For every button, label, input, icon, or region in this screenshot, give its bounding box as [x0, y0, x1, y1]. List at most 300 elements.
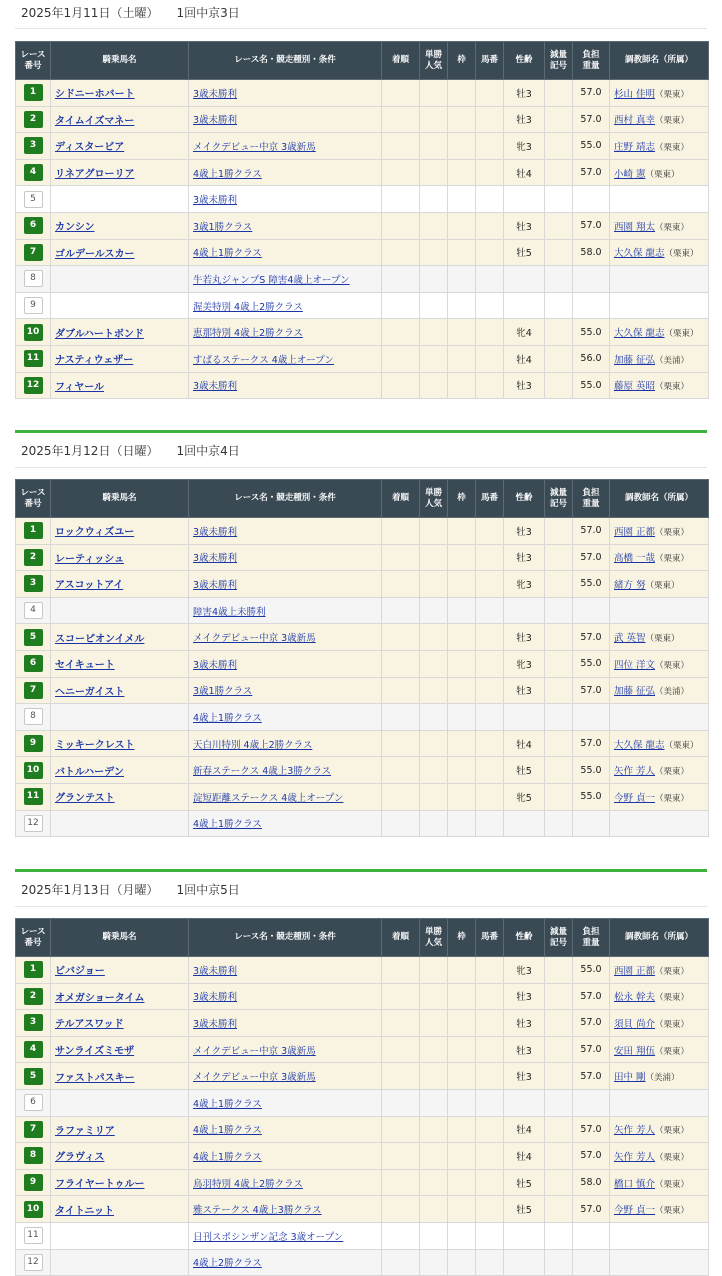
weight-cell: 58.0: [573, 1169, 610, 1196]
trainer-name-link[interactable]: 大久保 龍志: [614, 328, 665, 340]
horse-number-cell: [476, 292, 504, 319]
trainer-name-link[interactable]: 大久保 龍志: [614, 248, 665, 260]
race-row: [16, 757, 709, 784]
race-row: [16, 1143, 709, 1170]
trainer-cell: [610, 810, 709, 837]
race-name-cell: [189, 159, 382, 186]
race-number-badge: 9: [24, 1174, 43, 1191]
race-name-link[interactable]: 日刊スポシンザン記念 3歳オープン: [193, 1231, 344, 1243]
odds-rank-cell: [420, 1169, 448, 1196]
horse-number-cell: [476, 571, 504, 598]
sex-age-cell: [504, 1249, 545, 1276]
race-name-link[interactable]: 天白川特別 4歳上2勝クラス: [193, 739, 313, 751]
horse-name-link[interactable]: リネアグローリア: [55, 169, 135, 181]
odds-rank-cell: [420, 159, 448, 186]
race-name-link[interactable]: メイクデビュー中京 3歳新馬: [193, 1045, 316, 1057]
gate-cell: [448, 133, 476, 160]
weight-cell: [573, 597, 610, 624]
odds-rank-cell: [420, 518, 448, 545]
gate-cell: [448, 1063, 476, 1090]
trainer-affiliation: （栗東）: [645, 169, 680, 180]
race-name-link[interactable]: 3歳未勝利: [193, 1018, 238, 1030]
race-name-link[interactable]: 4歳上1勝クラス: [193, 168, 262, 180]
race-name-link[interactable]: 3歳1勝クラス: [193, 686, 253, 698]
horse-name-cell: [51, 650, 189, 677]
horse-name-cell: [51, 372, 189, 399]
trainer-name-link[interactable]: 安田 翔伍: [614, 1045, 656, 1057]
horse-name-cell: [51, 1222, 189, 1249]
weight-reduction-cell: [545, 1169, 573, 1196]
gate-cell: [448, 730, 476, 757]
sex-age-cell: [504, 266, 545, 293]
horse-name-link[interactable]: フィヤール: [55, 381, 104, 393]
weight-cell: 57.0: [573, 212, 610, 239]
day-meeting: 1回中京3日: [176, 6, 240, 20]
horse-name-link[interactable]: ファストパスキー: [55, 1072, 135, 1084]
sex-age-cell: 牡3: [504, 1036, 545, 1063]
race-name-cell: [189, 266, 382, 293]
race-table: [15, 918, 709, 1276]
weight-reduction-cell: [545, 133, 573, 160]
race-name-link[interactable]: 3歳未勝利: [193, 115, 238, 127]
finish-cell: [382, 1116, 420, 1143]
column-header: 騎乗馬名: [51, 42, 189, 80]
race-number-cell: [16, 544, 51, 571]
weight-cell: 57.0: [573, 730, 610, 757]
column-header: 馬番: [476, 42, 504, 80]
trainer-name-link[interactable]: 今野 貞一: [614, 792, 656, 804]
odds-rank-cell: [420, 212, 448, 239]
trainer-cell: [610, 597, 709, 624]
race-number-badge: 11: [24, 350, 43, 367]
trainer-cell: [610, 783, 709, 810]
gate-cell: [448, 372, 476, 399]
trainer-cell: [610, 292, 709, 319]
weight-reduction-cell: [545, 372, 573, 399]
finish-cell: [382, 266, 420, 293]
race-name-link[interactable]: 4歳上1勝クラス: [193, 248, 262, 260]
weight-reduction-cell: [545, 159, 573, 186]
race-name-link[interactable]: 3歳未勝利: [193, 195, 238, 207]
weight-cell: 55.0: [573, 650, 610, 677]
finish-cell: [382, 239, 420, 266]
race-name-cell: [189, 730, 382, 757]
trainer-name-link[interactable]: 武 英智: [614, 633, 646, 645]
race-number-badge: 10: [24, 324, 43, 341]
trainer-name-link[interactable]: 須貝 尚介: [614, 1018, 656, 1030]
race-row: [16, 1249, 709, 1276]
horse-number-cell: [476, 1010, 504, 1037]
horse-name-link[interactable]: ビバジョー: [55, 966, 105, 978]
race-name-link[interactable]: 渥美特別 4歳上2勝クラス: [193, 301, 303, 313]
column-header: 負担 重量: [573, 42, 610, 80]
trainer-name-link[interactable]: 矢作 芳人: [614, 766, 656, 778]
finish-cell: [382, 1169, 420, 1196]
trainer-affiliation: （美浦）: [655, 355, 690, 366]
gate-cell: [448, 1249, 476, 1276]
race-number-badge: 5: [24, 1068, 43, 1085]
finish-cell: [382, 544, 420, 571]
trainer-name-link[interactable]: 藤原 英昭: [614, 381, 656, 393]
odds-rank-cell: [420, 319, 448, 346]
horse-name-link[interactable]: フライヤートゥルー: [55, 1179, 145, 1191]
race-name-link[interactable]: 雅ステークス 4歳上3勝クラス: [193, 1205, 322, 1217]
trainer-affiliation: （栗東）: [655, 1152, 690, 1163]
horse-name-cell: [51, 810, 189, 837]
trainer-affiliation: （栗東）: [655, 527, 690, 538]
day-divider: [15, 869, 707, 872]
race-name-link[interactable]: 障害4歳上未勝利: [193, 606, 266, 618]
trainer-name-link[interactable]: 加藤 征弘: [614, 686, 656, 698]
finish-cell: [382, 518, 420, 545]
race-name-link[interactable]: 3歳未勝利: [193, 992, 238, 1004]
horse-number-cell: [476, 239, 504, 266]
trainer-affiliation: （美浦）: [655, 687, 690, 698]
odds-rank-cell: [420, 757, 448, 784]
race-name-cell: [189, 624, 382, 651]
race-name-link[interactable]: 3歳未勝利: [193, 659, 238, 671]
finish-cell: [382, 1063, 420, 1090]
column-header: 調教師名（所属）: [610, 42, 709, 80]
day-date: 2025年1月13日（月曜）: [21, 883, 159, 897]
horse-name-link[interactable]: ダブルハートボンド: [55, 328, 144, 340]
gate-cell: [448, 106, 476, 133]
trainer-name-link[interactable]: 高橋 一哉: [614, 553, 656, 565]
race-number-cell: [16, 345, 51, 372]
horse-name-cell: [51, 1089, 189, 1116]
trainer-name-link[interactable]: 松永 幹夫: [614, 992, 656, 1004]
finish-cell: [382, 372, 420, 399]
horse-name-link[interactable]: タイムイズマネー: [55, 115, 135, 127]
finish-cell: [382, 730, 420, 757]
horse-name-link[interactable]: スコーピオンイメル: [55, 633, 145, 645]
column-header: レース名・競走種別・条件: [189, 480, 382, 518]
race-table: [15, 479, 709, 837]
race-name-link[interactable]: 3歳未勝利: [193, 88, 238, 100]
race-number-cell: [16, 1063, 51, 1090]
gate-cell: [448, 704, 476, 731]
horse-number-cell: [476, 186, 504, 213]
race-name-cell: [189, 80, 382, 107]
race-name-link[interactable]: 4歳上1勝クラス: [193, 819, 262, 831]
trainer-name-link[interactable]: 庄野 靖志: [614, 141, 656, 153]
column-header: レース 番号: [16, 480, 51, 518]
trainer-cell: [610, 1169, 709, 1196]
horse-name-cell: [51, 757, 189, 784]
horse-name-link[interactable]: ナスティウェザー: [55, 355, 134, 367]
column-header: 枠: [448, 919, 476, 957]
odds-rank-cell: [420, 810, 448, 837]
trainer-affiliation: （栗東）: [655, 1206, 690, 1217]
weight-reduction-cell: [545, 783, 573, 810]
gate-cell: [448, 810, 476, 837]
horse-number-cell: [476, 518, 504, 545]
horse-name-link[interactable]: ヘニーガイスト: [55, 686, 125, 698]
race-number-badge: 3: [24, 575, 43, 592]
horse-number-cell: [476, 544, 504, 571]
odds-rank-cell: [420, 1196, 448, 1223]
race-name-link[interactable]: 3歳1勝クラス: [193, 221, 253, 233]
horse-name-link[interactable]: タイトニット: [55, 1205, 114, 1217]
trainer-cell: [610, 80, 709, 107]
horse-name-link[interactable]: アスコットアイ: [55, 580, 124, 592]
column-header: 性齢: [504, 919, 545, 957]
weight-reduction-cell: [545, 571, 573, 598]
race-name-link[interactable]: 4歳上1勝クラス: [193, 1125, 262, 1137]
horse-name-link[interactable]: レーティッシュ: [55, 553, 124, 565]
race-number-cell: [16, 571, 51, 598]
horse-name-link[interactable]: ラファミリア: [55, 1125, 115, 1137]
sex-age-cell: 牡3: [504, 372, 545, 399]
trainer-affiliation: （栗東）: [655, 554, 690, 565]
weight-cell: 55.0: [573, 133, 610, 160]
race-number-cell: [16, 704, 51, 731]
trainer-affiliation: （栗東）: [655, 1019, 690, 1030]
column-header: 負担 重量: [573, 480, 610, 518]
trainer-cell: [610, 319, 709, 346]
odds-rank-cell: [420, 186, 448, 213]
race-name-cell: [189, 571, 382, 598]
race-number-badge: 1: [24, 84, 43, 101]
horse-name-link[interactable]: ミッキークレスト: [55, 740, 135, 752]
trainer-cell: [610, 544, 709, 571]
gate-cell: [448, 677, 476, 704]
weight-cell: 55.0: [573, 319, 610, 346]
finish-cell: [382, 597, 420, 624]
weight-reduction-cell: [545, 650, 573, 677]
race-number-badge: 12: [24, 377, 43, 394]
gate-cell: [448, 1169, 476, 1196]
horse-name-cell: [51, 983, 189, 1010]
finish-cell: [382, 106, 420, 133]
race-row: [16, 1036, 709, 1063]
trainer-name-link[interactable]: 西村 真幸: [614, 115, 656, 127]
weight-reduction-cell: [545, 1116, 573, 1143]
trainer-name-link[interactable]: 西園 翔太: [614, 221, 656, 233]
race-name-link[interactable]: 3歳未勝利: [193, 381, 238, 393]
sex-age-cell: 牡3: [504, 624, 545, 651]
trainer-name-link[interactable]: 西園 正都: [614, 965, 656, 977]
race-row: [16, 730, 709, 757]
sex-age-cell: 牡3: [504, 677, 545, 704]
trainer-name-link[interactable]: 橋口 慎介: [614, 1178, 656, 1190]
race-name-cell: [189, 372, 382, 399]
trainer-name-link[interactable]: 矢作 芳人: [614, 1125, 656, 1137]
race-name-cell: [189, 544, 382, 571]
trainer-name-link[interactable]: 今野 貞一: [614, 1205, 656, 1217]
weight-cell: [573, 186, 610, 213]
odds-rank-cell: [420, 239, 448, 266]
race-name-cell: [189, 518, 382, 545]
weight-cell: 57.0: [573, 624, 610, 651]
trainer-name-link[interactable]: 矢作 芳人: [614, 1151, 656, 1163]
finish-cell: [382, 1196, 420, 1223]
gate-cell: [448, 1116, 476, 1143]
horse-name-link[interactable]: ゴルデールスカー: [55, 248, 135, 260]
weight-reduction-cell: [545, 266, 573, 293]
race-name-link[interactable]: メイクデビュー中京 3歳新馬: [193, 141, 316, 153]
trainer-cell: [610, 983, 709, 1010]
weight-cell: 57.0: [573, 80, 610, 107]
horse-name-link[interactable]: グランテスト: [55, 793, 115, 805]
horse-name-link[interactable]: グラヴィス: [55, 1152, 105, 1164]
sex-age-cell: 牝3: [504, 133, 545, 160]
trainer-affiliation: （栗東）: [655, 89, 690, 100]
day-heading: [21, 442, 240, 459]
odds-rank-cell: [420, 783, 448, 810]
race-number-cell: [16, 1116, 51, 1143]
gate-cell: [448, 1036, 476, 1063]
trainer-cell: [610, 571, 709, 598]
horse-number-cell: [476, 80, 504, 107]
race-number-badge: 1: [24, 961, 43, 978]
race-name-link[interactable]: 牛若丸ジャンプS 障害4歳上オープン: [193, 274, 350, 286]
horse-name-cell: [51, 730, 189, 757]
odds-rank-cell: [420, 983, 448, 1010]
horse-name-cell: [51, 571, 189, 598]
race-number-badge: 2: [24, 549, 43, 566]
horse-number-cell: [476, 106, 504, 133]
sex-age-cell: 牡5: [504, 757, 545, 784]
race-name-link[interactable]: 3歳未勝利: [193, 553, 238, 565]
weight-cell: 55.0: [573, 757, 610, 784]
weight-cell: 57.0: [573, 1010, 610, 1037]
race-number-cell: [16, 159, 51, 186]
race-number-cell: [16, 239, 51, 266]
trainer-cell: [610, 266, 709, 293]
horse-name-cell: [51, 783, 189, 810]
race-number-badge: 4: [24, 1041, 43, 1058]
race-name-link[interactable]: メイクデビュー中京 3歳新馬: [193, 633, 316, 645]
column-header: 調教師名（所属）: [610, 480, 709, 518]
race-name-cell: [189, 650, 382, 677]
weight-cell: 57.0: [573, 544, 610, 571]
column-header: 減量 記号: [545, 42, 573, 80]
day-divider: [15, 430, 707, 433]
horse-name-link[interactable]: テルアスワッド: [55, 1019, 124, 1031]
race-name-link[interactable]: 3歳未勝利: [193, 965, 238, 977]
race-row: [16, 783, 709, 810]
gate-cell: [448, 1010, 476, 1037]
race-row: [16, 1222, 709, 1249]
sex-age-cell: 牡5: [504, 239, 545, 266]
sex-age-cell: 牡4: [504, 159, 545, 186]
race-name-link[interactable]: メイクデビュー中京 3歳新馬: [193, 1072, 316, 1084]
race-number-cell: [16, 1089, 51, 1116]
trainer-affiliation: （栗東）: [655, 1179, 690, 1190]
weight-cell: [573, 1222, 610, 1249]
heading-underline: [15, 28, 707, 29]
race-number-cell: [16, 518, 51, 545]
trainer-name-link[interactable]: 田中 剛: [614, 1072, 646, 1084]
trainer-cell: [610, 1089, 709, 1116]
horse-name-link[interactable]: バトルハーデン: [55, 766, 124, 778]
trainer-name-link[interactable]: 小崎 憲: [614, 168, 646, 180]
horse-name-cell: [51, 159, 189, 186]
day-meeting: 1回中京5日: [176, 883, 240, 897]
horse-name-link[interactable]: セイキュート: [55, 660, 115, 672]
race-name-link[interactable]: 淀短距離ステークス 4歳上オープン: [193, 792, 344, 804]
race-name-cell: [189, 983, 382, 1010]
trainer-cell: [610, 133, 709, 160]
race-name-link[interactable]: 4歳上2勝クラス: [193, 1258, 262, 1270]
race-name-link[interactable]: 4歳上1勝クラス: [193, 1098, 262, 1110]
race-name-cell: [189, 292, 382, 319]
race-name-link[interactable]: 4歳上1勝クラス: [193, 712, 262, 724]
race-row: [16, 624, 709, 651]
trainer-name-link[interactable]: 緒方 努: [614, 579, 646, 591]
column-header: 減量 記号: [545, 919, 573, 957]
horse-name-link[interactable]: サンライズミモザ: [55, 1046, 135, 1058]
race-number-badge: 2: [24, 111, 43, 128]
column-header: 性齢: [504, 480, 545, 518]
race-number-cell: [16, 783, 51, 810]
race-number-cell: [16, 292, 51, 319]
race-name-link[interactable]: 3歳未勝利: [193, 579, 238, 591]
race-number-badge: 4: [24, 164, 43, 181]
race-name-link[interactable]: 4歳上1勝クラス: [193, 1151, 262, 1163]
horse-name-cell: [51, 1143, 189, 1170]
sex-age-cell: 牡3: [504, 80, 545, 107]
finish-cell: [382, 810, 420, 837]
race-row: [16, 319, 709, 346]
trainer-affiliation: （栗東）: [645, 634, 680, 645]
horse-number-cell: [476, 957, 504, 984]
race-name-link[interactable]: 3歳未勝利: [193, 526, 238, 538]
race-number-cell: [16, 1036, 51, 1063]
weight-cell: 57.0: [573, 1143, 610, 1170]
trainer-name-link[interactable]: 杉山 佳明: [614, 88, 656, 100]
trainer-name-link[interactable]: 西園 正都: [614, 526, 656, 538]
race-number-cell: [16, 266, 51, 293]
race-number-cell: [16, 133, 51, 160]
trainer-name-link[interactable]: 四位 洋文: [614, 659, 656, 671]
horse-name-cell: [51, 597, 189, 624]
race-name-cell: [189, 1169, 382, 1196]
finish-cell: [382, 704, 420, 731]
race-name-link[interactable]: すばるステークス 4歳上オープン: [193, 354, 334, 366]
weight-reduction-cell: [545, 544, 573, 571]
odds-rank-cell: [420, 957, 448, 984]
race-number-badge: 3: [24, 137, 43, 154]
horse-name-link[interactable]: シドニーホバート: [55, 89, 135, 101]
horse-name-cell: [51, 212, 189, 239]
column-header: 単勝 人気: [420, 480, 448, 518]
day-date: 2025年1月11日（土曜）: [21, 6, 159, 20]
sex-age-cell: [504, 597, 545, 624]
race-number-cell: [16, 957, 51, 984]
trainer-name-link[interactable]: 大久保 龍志: [614, 739, 665, 751]
horse-name-link[interactable]: オメガショータイム: [55, 992, 145, 1004]
race-number-cell: [16, 212, 51, 239]
odds-rank-cell: [420, 730, 448, 757]
odds-rank-cell: [420, 266, 448, 293]
race-name-link[interactable]: 鳥羽特別 4歳上2勝クラス: [193, 1178, 303, 1190]
horse-name-link[interactable]: ロックウィズユー: [55, 527, 135, 539]
race-name-link[interactable]: 恵那特別 4歳上2勝クラス: [193, 328, 303, 340]
race-name-link[interactable]: 新春ステークス 4歳上3勝クラス: [193, 766, 332, 778]
race-number-cell: [16, 106, 51, 133]
table-header-row: [16, 42, 709, 80]
trainer-name-link[interactable]: 加藤 征弘: [614, 354, 656, 366]
horse-name-link[interactable]: カンシン: [55, 222, 95, 234]
race-row: [16, 810, 709, 837]
odds-rank-cell: [420, 1116, 448, 1143]
race-number-badge: 7: [24, 1121, 43, 1138]
horse-name-link[interactable]: ディスタービア: [55, 142, 125, 154]
finish-cell: [382, 571, 420, 598]
race-row: [16, 677, 709, 704]
